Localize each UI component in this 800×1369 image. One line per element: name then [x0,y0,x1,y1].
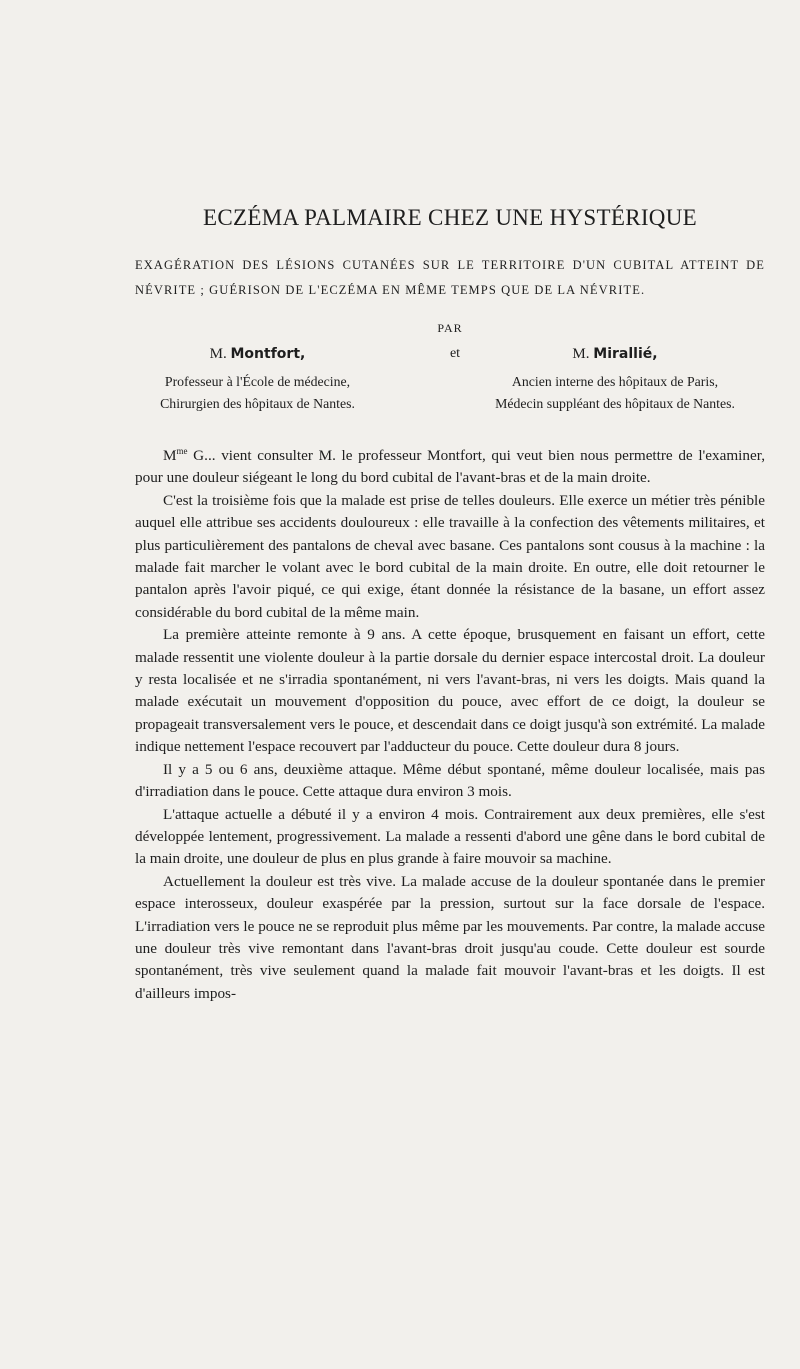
body-paragraph: L'attaque actuelle a débuté il y a environ 4 mois. Contrairement aux deux premières, elle s'est développée lentement, progressivement. La malade a ressenti d'abord une gêne dans le bord cubital de la main droite, une douleur de plus en plus grande à faire mouvoir sa machine. [135,805,765,868]
authors-block [135,346,765,428]
body-paragraph [135,440,765,490]
author-prefix: M. [572,346,590,362]
salutation-superscript: me [176,446,188,456]
author-surname: Mirallié, [593,346,658,362]
author-montfort [135,346,380,415]
article [135,205,765,1005]
body-paragraph: C'est la troisième fois que la malade est prise de telles douleurs. Elle exerce un métier très pénible auquel elle attribue ses accidents douloureux : elle travaille à la confection des vêtements militaires, et plus particulièrement des pantalons de cheval avec basane. Ces pantalons sont cousus à la machine : la malade fait marcher le volant avec le bord cubital de la main droite. En outre, elle doit retourner le pantalon après l'avoir piqué, ce qui exige, étant donnée la résistance de la basane, un effort assez considérable du bord cubital de la même main. [135,491,765,621]
author-affiliation: Chirurgien des hôpitaux de Nantes. [160,396,355,411]
body-paragraph: Il y a 5 ou 6 ans, deuxième attaque. Même début spontané, même douleur localisée, mais pas d'irradiation dans le pouce. Cette attaque dura environ 3 mois. [135,760,765,801]
body-paragraph: Actuellement la douleur est très vive. La malade accuse de la douleur spontanée dans le premier espace interosseux, douleur exaspérée par la pression, surtout sur la face dorsale de l'espace. L'irradiation vers le pouce ne se reproduit plus même par les mouvements. Par contre, la malade accuse une douleur très vive remontant dans l'avant-bras droit jusqu'au coude. Cette douleur est sourde spontanément, très vive seulement quand la malade fait mouvoir l'avant-bras et les doigts. Il est d'ailleurs impos- [135,872,765,1002]
intro-text: G... vient consulter M. le professeur Montfort, qui veut bien nous permettre de l'examiner, pour une douleur siégeant le long du bord cubital de l'avant-bras et de la main droite. [135,447,765,487]
article-body [135,440,765,1005]
author-conjunction: et [449,346,461,361]
author-affiliation: Professeur à l'École de médecine, [164,374,351,389]
article-subtitle: EXAGÉRATION DES LÉSIONS CUTANÉES SUR LE TERRITOIRE D'UN CUBITAL ATTEINT DE NÉVRITE ; GUÉRISON DE L'ECZÉMA EN MÊME TEMPS QUE DE LA NÉVRITE. [135,258,765,297]
author-affiliation: Ancien interne des hôpitaux de Paris, [511,374,719,389]
author-surname: Montfort, [230,346,306,362]
author-name [465,346,765,363]
author-prefix: M. [209,346,227,362]
byline-par: PAR [437,321,463,335]
salutation: M [163,447,177,464]
body-paragraph: La première atteinte remonte à 9 ans. A cette époque, brusquement en faisant un effort, cette malade ressentit une violente douleur à la partie dorsale du dernier espace intercostal droit. La douleur y resta localisée et ne s'irradia spontanément, ni vers l'avant-bras, ni vers les doigts. Mais quand la malade exécutait un mouvement d'opposition du pouce, avec effort de ce doigt, la douleur se propageait transversalement vers le pouce, et descendait dans ce doigt jusqu'à son extrémité. La malade indique nettement l'espace recouvert par l'adducteur du pouce. Cette douleur dura 8 jours. [135,626,765,756]
author-name [135,346,380,363]
author-affiliation: Médecin suppléant des hôpitaux de Nantes. [495,396,735,411]
article-title: ECZÉMA PALMAIRE CHEZ UNE HYSTÉRIQUE [203,205,697,230]
author-mirallie [465,346,765,415]
